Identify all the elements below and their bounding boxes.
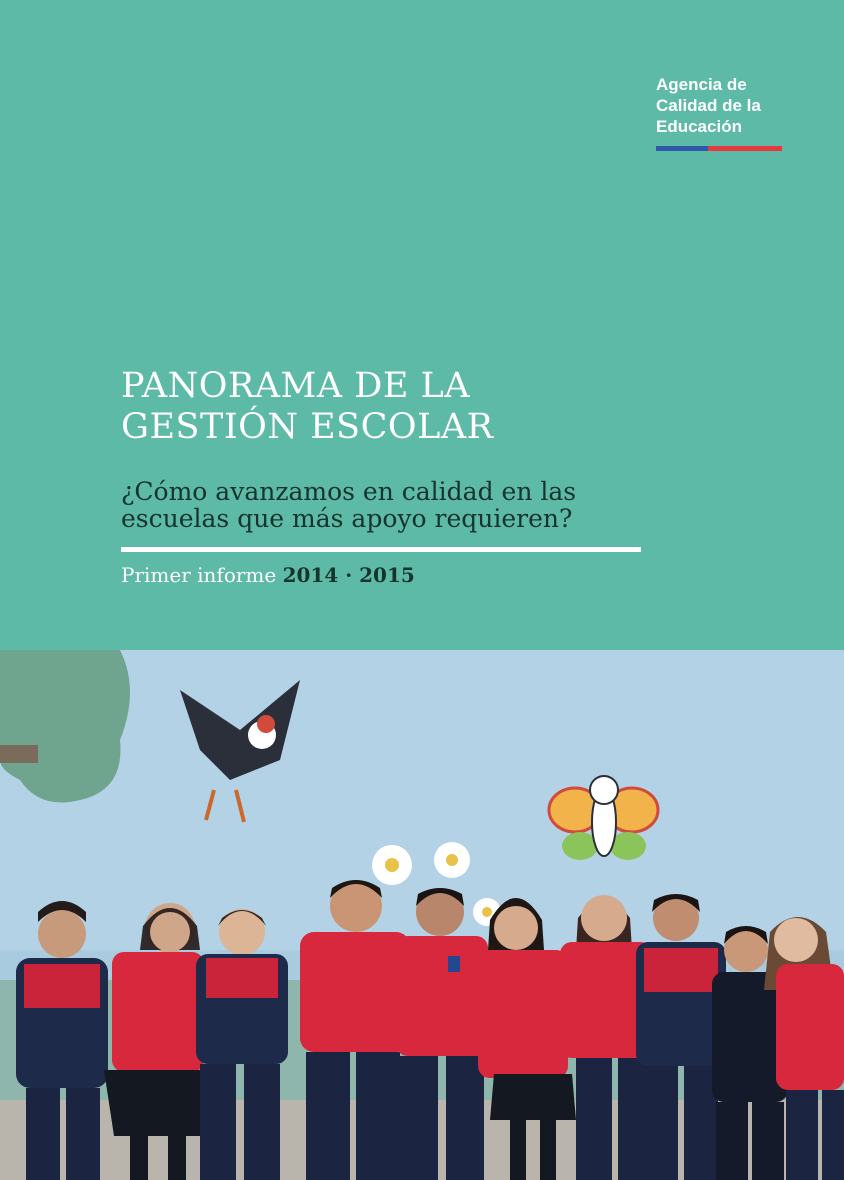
edition-years: 2014 · 2015: [282, 563, 415, 587]
children-mural-photo: [0, 650, 844, 1180]
edition-label: Primer informe: [121, 563, 277, 587]
cover-title: [121, 366, 493, 448]
logo-flag-stripe: [656, 146, 782, 151]
logo-stripe-red: [708, 146, 782, 151]
edition-line: [121, 561, 415, 589]
cover-title-line-1: PANORAMA DE LA: [121, 366, 471, 406]
agency-logo: [656, 74, 786, 137]
divider-rule: [121, 547, 641, 552]
logo-line-3: Educación: [656, 117, 742, 136]
cover-subtitle-line-1: ¿Cómo avanzamos en calidad en las: [121, 477, 577, 506]
logo-line-2: Calidad de la: [656, 96, 761, 115]
cover-subtitle-line-2: escuelas que más apoyo requieren?: [121, 504, 573, 533]
mural-butterfly: [549, 776, 658, 860]
logo-line-1: Agencia de: [656, 75, 747, 94]
logo-stripe-blue: [656, 146, 708, 151]
cover-subtitle: [121, 478, 681, 532]
photo-illustration: [0, 650, 844, 1180]
mural-tree: [0, 650, 130, 803]
cover-title-line-2: GESTIÓN ESCOLAR: [121, 407, 494, 447]
